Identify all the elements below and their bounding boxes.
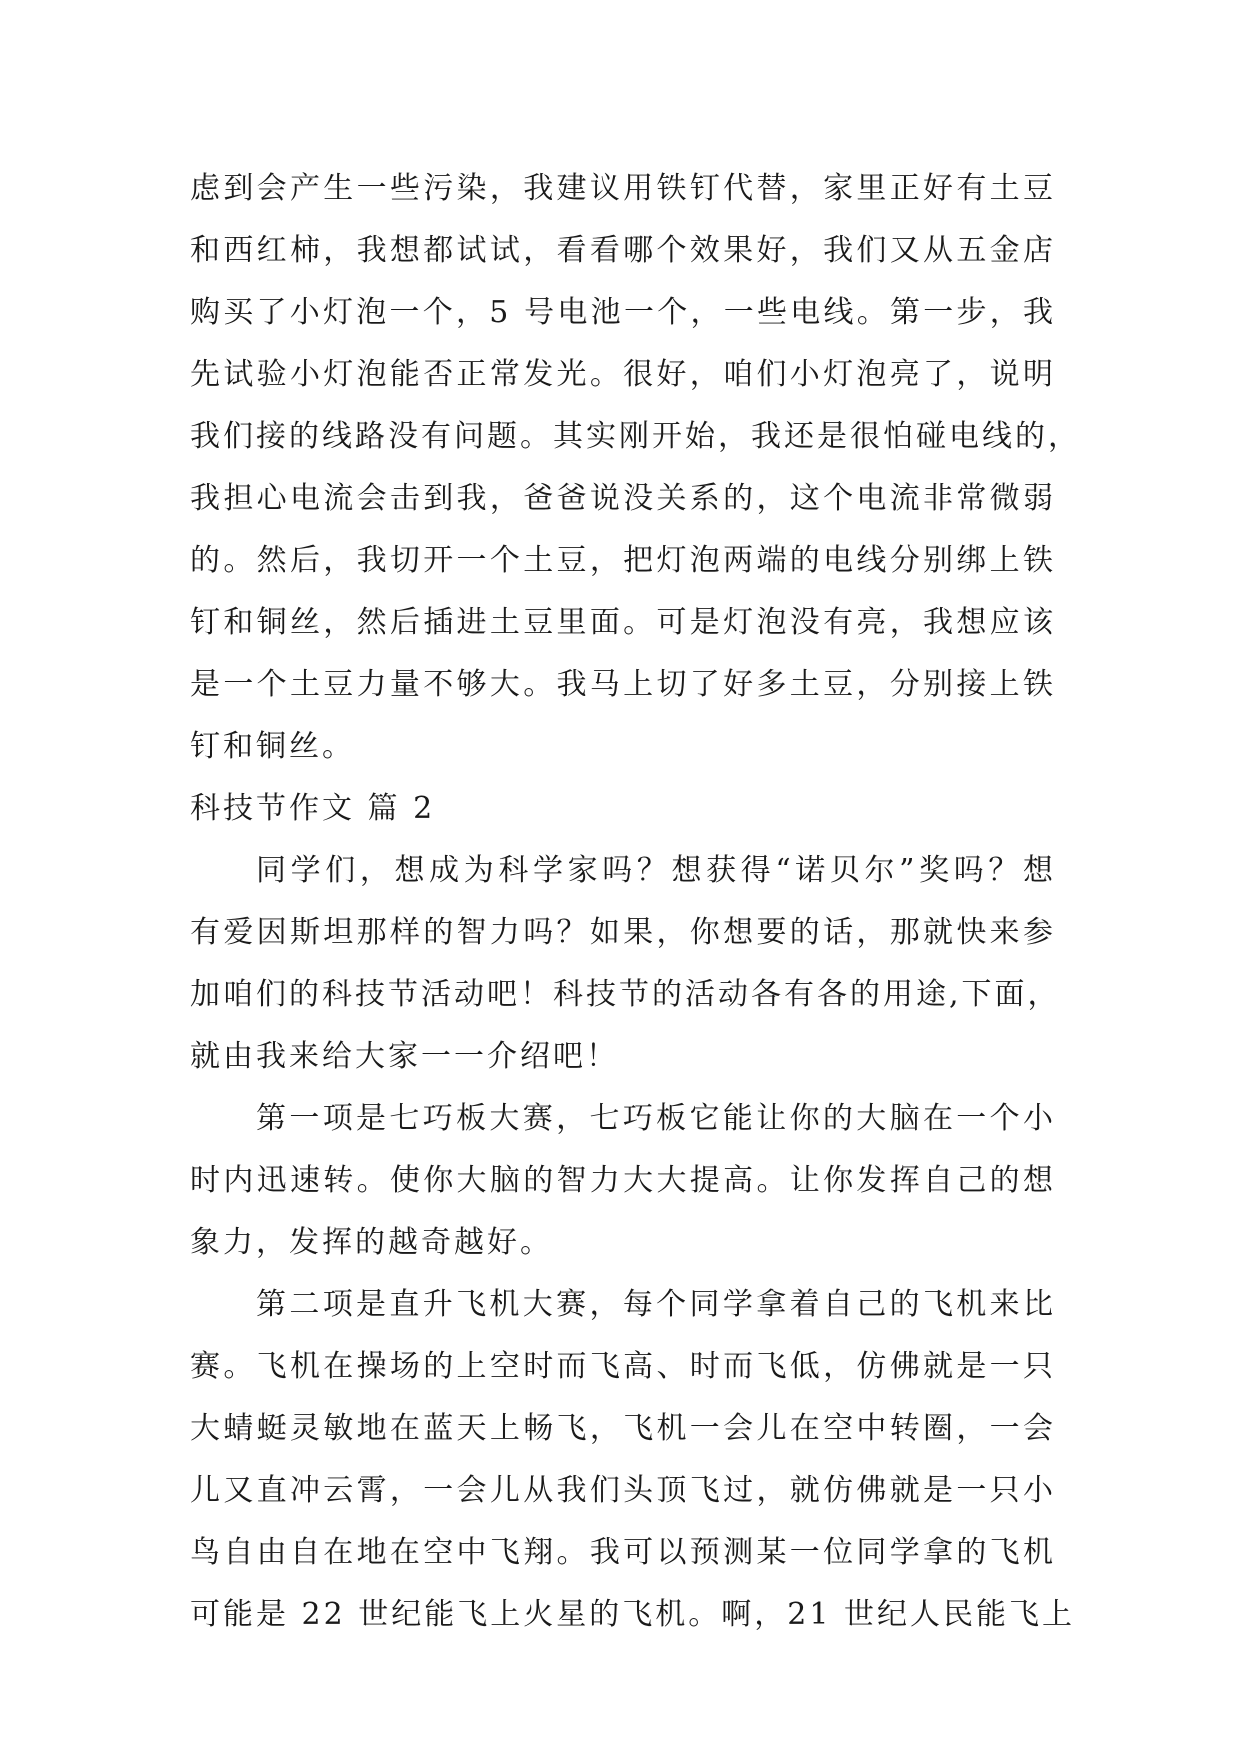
text-line: 购买了小灯泡一个，5 号电池一个，一些电线。第一步，我 — [190, 295, 1056, 330]
text-line: 我担心电流会击到我，爸爸说没关系的，这个电流非常微弱 — [190, 481, 1056, 516]
text-line: 是一个土豆力量不够大。我马上切了好多土豆，分别接上铁 — [190, 667, 1056, 702]
text-line: 的。然后，我切开一个土豆，把灯泡两端的电线分别绑上铁 — [190, 543, 1056, 578]
paragraph-helicopter — [190, 1274, 1075, 1646]
text-line: 钉和铜丝。 — [190, 729, 355, 764]
text-line: 钉和铜丝，然后插进土豆里面。可是灯泡没有亮，我想应该 — [190, 605, 1056, 640]
continuation-paragraph — [190, 158, 1081, 778]
text-line: 赛。飞机在操场的上空时而飞高、时而飞低，仿佛就是一只 — [190, 1349, 1056, 1384]
text-line: 同学们，想成为科学家吗？想获得“诺贝尔”奖吗？想 — [256, 853, 1056, 888]
text-line: 第二项是直升飞机大赛，每个同学拿着自己的飞机来比 — [256, 1287, 1056, 1322]
paragraph-tangram — [190, 1088, 1056, 1274]
text-line: 儿又直冲云霄，一会儿从我们头顶飞过，就仿佛就是一只小 — [190, 1473, 1056, 1508]
text-line: 可能是 22 世纪能飞上火星的飞机。啊，21 世纪人民能飞上 — [190, 1597, 1075, 1632]
paragraph-intro — [190, 840, 1061, 1088]
text-line: 虑到会产生一些污染，我建议用铁钉代替，家里正好有土豆 — [190, 171, 1056, 206]
text-line: 时内迅速转。使你大脑的智力大大提高。让你发挥自己的想 — [190, 1163, 1056, 1198]
text-line: 和西红柿，我想都试试，看看哪个效果好，我们又从五金店 — [190, 233, 1056, 268]
section-heading: 科技节作文 篇 2 — [190, 791, 436, 826]
text-line: 大蜻蜓灵敏地在蓝天上畅飞，飞机一会儿在空中转圈，一会 — [190, 1411, 1056, 1446]
text-line: 加咱们的科技节活动吧！科技节的活动各有各的用途,下面， — [190, 977, 1061, 1012]
text-line: 鸟自由自在地在空中飞翔。我可以预测某一位同学拿的飞机 — [190, 1535, 1056, 1570]
text-line: 先试验小灯泡能否正常发光。很好，咱们小灯泡亮了，说明 — [190, 357, 1056, 392]
text-line: 有爱因斯坦那样的智力吗？如果，你想要的话，那就快来参 — [190, 915, 1056, 950]
text-line: 象力，发挥的越奇越好。 — [190, 1225, 553, 1260]
text-line: 就由我来给大家一一介绍吧！ — [190, 1039, 619, 1074]
text-line: 我们接的线路没有问题。其实刚开始，我还是很怕碰电线的， — [190, 419, 1081, 454]
document-page — [190, 158, 1081, 1646]
text-line: 第一项是七巧板大赛，七巧板它能让你的大脑在一个小 — [256, 1101, 1056, 1136]
